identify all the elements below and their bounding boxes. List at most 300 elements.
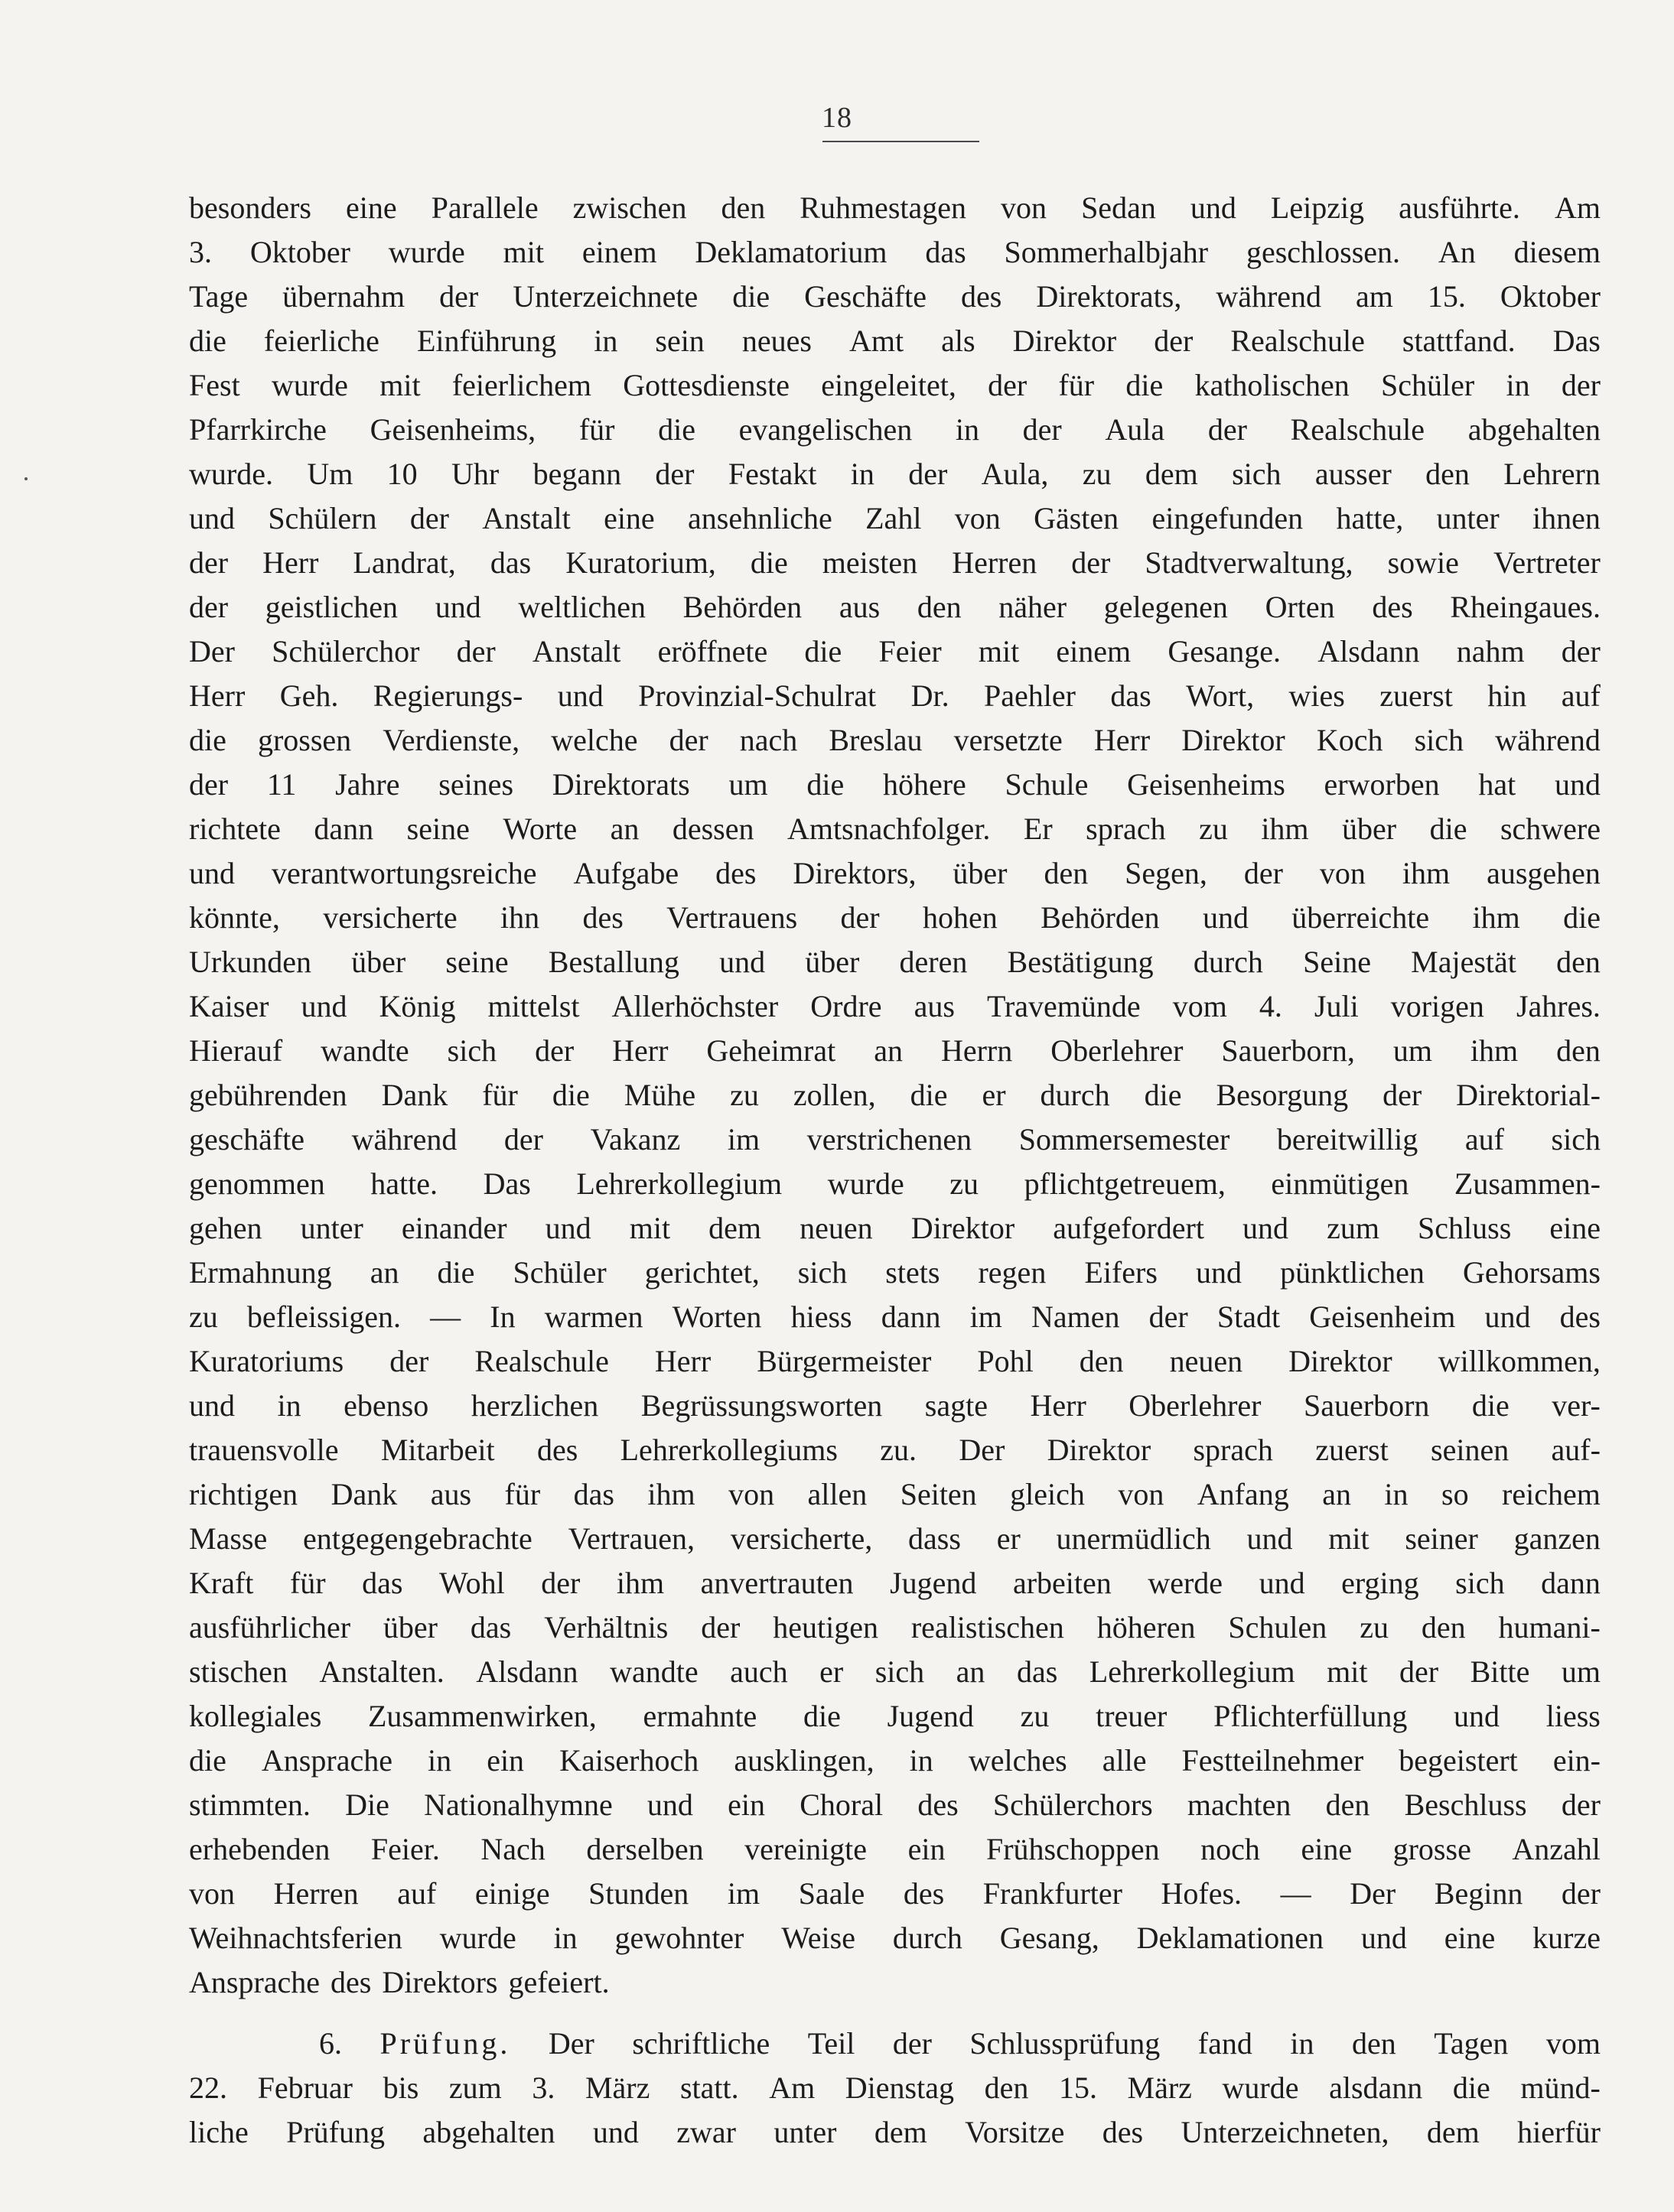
word: und <box>301 989 347 1023</box>
word: der <box>1243 856 1283 890</box>
word: entgegengebrachte <box>302 1521 532 1556</box>
word: Direktor <box>1012 324 1117 358</box>
word: derselben <box>586 1832 704 1866</box>
text-line <box>189 1384 1601 1428</box>
word: als <box>941 324 975 358</box>
word: der <box>892 2026 932 2061</box>
word: des <box>1372 590 1413 624</box>
text-line <box>189 1206 1601 1251</box>
word: aufgefordert <box>1053 1211 1204 1245</box>
word: Dank <box>381 1078 448 1112</box>
word: Am <box>769 2070 816 2105</box>
word: Oktober <box>1500 279 1601 314</box>
word: Realschule <box>1290 412 1425 447</box>
word: einem <box>1056 634 1132 668</box>
word: der <box>541 1566 581 1600</box>
word: wurde <box>827 1166 904 1201</box>
word: ein <box>487 1743 525 1778</box>
word: und <box>1554 767 1601 802</box>
word: Festteilnehmer <box>1181 1743 1364 1778</box>
word: über <box>805 945 860 979</box>
word: der <box>1071 545 1111 580</box>
word: den <box>1079 1344 1124 1378</box>
word: die <box>658 412 696 447</box>
word: wurde <box>271 368 348 402</box>
word: Seiten <box>900 1477 977 1511</box>
word: für <box>482 1078 518 1112</box>
word: das <box>1016 1654 1058 1689</box>
word: auf <box>1464 1122 1504 1156</box>
word: Schüler <box>1381 368 1475 402</box>
word: Herr <box>1030 1388 1086 1423</box>
word: pünktlichen <box>1280 1255 1425 1290</box>
word: Masse <box>189 1521 268 1556</box>
word: Direktor <box>1047 1433 1151 1467</box>
word: des <box>582 900 624 935</box>
word: das <box>925 235 966 269</box>
word: Sommersemester <box>1018 1122 1230 1156</box>
word: Nationalhymne <box>424 1787 613 1822</box>
text-line <box>189 1827 1601 1872</box>
word: 3. <box>532 2070 555 2105</box>
word: Direktors <box>382 1965 498 1999</box>
word: ihnen <box>1532 501 1601 535</box>
word: und <box>1484 1300 1531 1334</box>
word: Schlussprüfung <box>969 2026 1161 2061</box>
word: in <box>553 1921 578 1955</box>
word: Lehrerkollegium <box>1089 1654 1295 1689</box>
word: weltlichen <box>518 590 646 624</box>
text-line <box>189 1339 1601 1384</box>
word: 11 <box>266 767 297 802</box>
text-line <box>189 1694 1601 1739</box>
word: ein <box>728 1787 766 1822</box>
word: über <box>953 856 1008 890</box>
word: liess <box>1545 1699 1601 1733</box>
word: Amtsnachfolger. <box>787 812 991 846</box>
word: Parallele <box>431 190 539 225</box>
word: erworben <box>1324 767 1440 802</box>
word: verstrichenen <box>806 1122 972 1156</box>
word: die <box>189 723 226 757</box>
word: machten <box>1187 1787 1291 1822</box>
word: vereinigte <box>744 1832 868 1866</box>
word: Unterzeichnete <box>513 279 699 314</box>
word: welches <box>968 1743 1067 1778</box>
word: März <box>585 2070 650 2105</box>
word: Gesang, <box>999 1921 1099 1955</box>
word: Verdienste, <box>383 723 520 757</box>
word: hiess <box>790 1300 852 1334</box>
word: zwar <box>676 2115 736 2149</box>
word: 10 <box>386 457 418 491</box>
word: sich <box>1455 1566 1505 1600</box>
word: Travemünde <box>986 989 1141 1023</box>
word: befleissigen. <box>246 1300 401 1334</box>
word: feierlichem <box>451 368 591 402</box>
word: sowie <box>1387 545 1459 580</box>
word: die <box>189 1743 226 1778</box>
word: das <box>1110 678 1151 713</box>
word: wurde <box>388 235 465 269</box>
word: über <box>1342 812 1397 846</box>
text-line <box>189 1605 1601 1650</box>
text-line <box>189 1872 1601 1916</box>
word: An <box>1438 235 1476 269</box>
word: in <box>955 412 980 447</box>
word: richtigen <box>189 1477 298 1511</box>
word: hin <box>1487 678 1527 713</box>
word: Anstalt <box>482 501 571 535</box>
word: ausgehen <box>1487 856 1601 890</box>
word: Allerhöchster <box>611 989 779 1023</box>
word: 4. <box>1259 989 1282 1023</box>
word: die <box>750 545 788 580</box>
word: fand <box>1197 2026 1252 2061</box>
word: von <box>1001 190 1047 225</box>
word: auf <box>397 1876 437 1911</box>
word: Uhr <box>451 457 500 491</box>
word: mit <box>629 1211 671 1245</box>
word: Die <box>345 1787 389 1822</box>
word: Aula, <box>981 457 1049 491</box>
word: heutigen <box>773 1610 878 1644</box>
word: Dienstag <box>845 2070 954 2105</box>
word: der <box>535 1033 575 1068</box>
word: der <box>189 767 229 802</box>
word: zuerst <box>1315 1433 1389 1467</box>
word: den <box>721 190 766 225</box>
word: des <box>1102 2115 1144 2149</box>
word: bereitwillig <box>1276 1122 1418 1156</box>
word: der <box>669 723 708 757</box>
text-line <box>189 585 1601 629</box>
text-line <box>189 319 1601 363</box>
word: katholischen <box>1194 368 1350 402</box>
word: Herr <box>189 678 246 713</box>
word: zu <box>1199 812 1228 846</box>
word: Dr. <box>910 678 949 713</box>
word: Geh. <box>279 678 339 713</box>
word: und <box>189 501 235 535</box>
word: ausführlicher <box>189 1610 351 1644</box>
word: Zusammen- <box>1454 1166 1601 1201</box>
word: im <box>727 1876 760 1911</box>
word: den <box>1351 2026 1396 2061</box>
word: zu <box>949 1166 979 1201</box>
word: Lehrerkollegiums <box>620 1433 838 1467</box>
word: und <box>1195 1255 1242 1290</box>
word: Das <box>1552 324 1601 358</box>
word: Hierauf <box>189 1033 283 1068</box>
word: Rheingaues. <box>1450 590 1601 624</box>
word: Aula <box>1105 412 1165 447</box>
word: abgehalten <box>1467 412 1601 447</box>
word: den <box>1421 1610 1466 1644</box>
word: Kraft <box>189 1566 254 1600</box>
word: er <box>819 1654 844 1689</box>
word: das <box>573 1477 614 1511</box>
word: ansehnliche <box>688 501 832 535</box>
word: willkommen, <box>1438 1344 1601 1378</box>
word: Direktor <box>1181 723 1285 757</box>
word: unter <box>300 1211 363 1245</box>
word: herzlichen <box>471 1388 599 1423</box>
word: unter <box>773 2115 837 2149</box>
word: für <box>289 1566 326 1600</box>
word: Oberlehrer <box>1050 1033 1184 1068</box>
word: die <box>1471 1388 1510 1423</box>
word: Der <box>189 634 235 668</box>
word: vom <box>1172 989 1227 1023</box>
word: Der <box>1350 1876 1396 1911</box>
word: sich <box>447 1033 497 1068</box>
word: in <box>1506 368 1530 402</box>
text-line <box>189 541 1601 585</box>
word: besonders <box>189 190 311 225</box>
word: um <box>1561 1654 1601 1689</box>
text-line <box>189 1295 1601 1339</box>
word: den <box>1044 856 1089 890</box>
word: höheren <box>1096 1610 1196 1644</box>
word: seines <box>438 767 514 802</box>
word: versicherte <box>323 900 458 935</box>
word: Weihnachtsferien <box>189 1921 402 1955</box>
word: Anzahl <box>1512 1832 1601 1866</box>
text-line <box>189 674 1601 718</box>
word: geschlossen. <box>1246 235 1401 269</box>
word: Choral <box>800 1787 884 1822</box>
word: im <box>727 1122 760 1156</box>
word: abgehalten <box>422 2115 555 2149</box>
word: die <box>806 767 845 802</box>
word: sprach <box>1193 1433 1273 1467</box>
word: und <box>189 1388 235 1423</box>
word: Behörden <box>1041 900 1160 935</box>
word: alsdann <box>1329 2070 1423 2105</box>
word: gerichtet, <box>644 1255 760 1290</box>
word: schriftliche <box>632 2026 770 2061</box>
word: genommen <box>189 1166 325 1201</box>
word: Tagen <box>1434 2026 1509 2061</box>
word: ihm <box>1261 812 1309 846</box>
word: Realschule <box>1230 324 1365 358</box>
word: des <box>715 856 757 890</box>
word: in <box>277 1388 301 1423</box>
word: Jugend <box>887 1699 974 1733</box>
word: Vakanz <box>590 1122 681 1156</box>
word: seine <box>406 812 470 846</box>
paragraph-gap <box>189 2005 1601 2022</box>
word: durch <box>1040 1078 1110 1112</box>
word: Koch <box>1316 723 1383 757</box>
paper-speck <box>24 477 28 480</box>
word: Vertrauen, <box>568 1521 695 1556</box>
word: Provinzial-Schulrat <box>638 678 877 713</box>
word: höhere <box>882 767 966 802</box>
word: einander <box>401 1211 507 1245</box>
word: des <box>1559 1300 1601 1334</box>
word: wies <box>1288 678 1345 713</box>
word: und <box>435 590 481 624</box>
word: eröffnete <box>657 634 768 668</box>
word: so <box>1441 1477 1469 1511</box>
text-line <box>189 2110 1601 2155</box>
word: statt. <box>679 2070 739 2105</box>
word: Kuratoriums <box>189 1344 344 1378</box>
word: an <box>370 1255 399 1290</box>
word: wurde. <box>189 457 273 491</box>
word: dem <box>1145 457 1198 491</box>
word: Stunden <box>588 1876 689 1911</box>
word: am <box>1356 279 1393 314</box>
word: Schülern <box>268 501 377 535</box>
text-line <box>189 1916 1601 1960</box>
word: der <box>409 501 449 535</box>
word: und <box>1360 1921 1407 1955</box>
word: Festakt <box>728 457 817 491</box>
word: richtete <box>189 812 281 846</box>
word: könnte, <box>189 900 280 935</box>
text-line <box>189 1162 1601 1206</box>
word: Frankfurter <box>982 1876 1122 1911</box>
word: der <box>988 368 1028 402</box>
word: sprach <box>1086 812 1166 846</box>
text-line <box>189 1117 1601 1162</box>
word: Juli <box>1314 989 1359 1023</box>
word: Pohl <box>977 1344 1034 1378</box>
word: neuen <box>800 1211 873 1245</box>
word: hat <box>1478 767 1516 802</box>
word: ganzen <box>1513 1521 1601 1556</box>
word: der <box>655 457 695 491</box>
word: Landrat, <box>353 545 456 580</box>
word: verantwortungsreiche <box>271 856 537 890</box>
word: um <box>728 767 768 802</box>
word: die <box>552 1078 590 1112</box>
word: gelegenen <box>1103 590 1228 624</box>
word: Gottesdienste <box>623 368 790 402</box>
text-line <box>189 452 1601 496</box>
word: dem <box>1426 2115 1480 2149</box>
word: eine <box>346 190 397 225</box>
word: stimmten. <box>189 1787 311 1822</box>
word: wurde <box>1222 2070 1299 2105</box>
word: die <box>189 324 226 358</box>
word: und <box>1202 900 1249 935</box>
word: Pfarrkirche <box>189 412 327 447</box>
word: erhebenden <box>189 1832 331 1866</box>
word: Deklamationen <box>1136 1921 1324 1955</box>
word: und <box>545 1211 591 1245</box>
word: Stadt <box>1216 1300 1281 1334</box>
word: des <box>536 1433 578 1467</box>
word: der <box>1383 1078 1422 1112</box>
word: des <box>331 1965 372 1999</box>
word: zum <box>1327 1211 1379 1245</box>
word: Begrüssungsworten <box>640 1388 883 1423</box>
word: seiner <box>1405 1521 1478 1556</box>
word: Jahre <box>335 767 400 802</box>
text-line <box>189 1650 1601 1694</box>
word: über <box>351 945 406 979</box>
word: Februar <box>257 2070 353 2105</box>
word: Wort, <box>1186 678 1255 713</box>
word: aus <box>430 1477 472 1511</box>
word: Schülerchor <box>272 634 420 668</box>
word: welche <box>551 723 638 757</box>
word: das <box>490 545 532 580</box>
word: von <box>954 501 1001 535</box>
word: die <box>804 634 842 668</box>
word: Oberlehrer <box>1128 1388 1262 1423</box>
word: treuer <box>1096 1699 1168 1733</box>
word: ver- <box>1552 1388 1601 1423</box>
word: bis <box>383 2070 419 2105</box>
word: die <box>1429 812 1467 846</box>
word: dann <box>314 812 374 846</box>
word: sein <box>655 324 705 358</box>
word: pflichtgetreuem, <box>1024 1166 1226 1201</box>
word: ermahnte <box>643 1699 757 1733</box>
word: der <box>189 545 229 580</box>
word: ihm <box>1472 900 1520 935</box>
word: Gästen <box>1034 501 1119 535</box>
word: ihm <box>1470 1033 1519 1068</box>
word: Anstalten. <box>319 1654 445 1689</box>
word: Prüfung. <box>379 2026 511 2061</box>
word: mittelst <box>487 989 580 1023</box>
word: über <box>383 1610 438 1644</box>
word: ein <box>907 1832 946 1866</box>
word: Der <box>959 1433 1005 1467</box>
word: Herren <box>952 545 1037 580</box>
word: Aufgabe <box>573 856 679 890</box>
word: den <box>984 2070 1029 2105</box>
word: Anfang <box>1197 1477 1289 1511</box>
word: aus <box>839 590 881 624</box>
word: in <box>850 457 874 491</box>
word: Lehrerkollegium <box>576 1166 783 1201</box>
word: Herr <box>1093 723 1151 757</box>
word: Deklamatorium <box>695 235 887 269</box>
word: dem <box>708 1211 762 1245</box>
word: Ermahnung <box>189 1255 332 1290</box>
word: einem <box>581 235 657 269</box>
word: Sauerborn, <box>1221 1033 1355 1068</box>
word: wurde <box>439 1921 516 1955</box>
word: während <box>1495 723 1601 757</box>
word: den <box>1425 457 1470 491</box>
word: gebührenden <box>189 1078 347 1112</box>
header-rule <box>822 141 979 142</box>
text-line <box>189 1251 1601 1295</box>
word: dann <box>1541 1566 1601 1600</box>
word: regen <box>978 1255 1047 1290</box>
word: Seine <box>1303 945 1371 979</box>
word: durch <box>892 1921 962 1955</box>
word: 3. <box>189 235 212 269</box>
word: und <box>646 1787 693 1822</box>
text-line <box>189 1783 1601 1827</box>
word: aus <box>914 989 955 1023</box>
word: auf <box>1561 678 1601 713</box>
word: der <box>503 1122 543 1156</box>
word: Saale <box>798 1876 865 1911</box>
word: Namen <box>1031 1300 1120 1334</box>
word: die <box>910 1078 948 1112</box>
word: seine <box>445 945 509 979</box>
